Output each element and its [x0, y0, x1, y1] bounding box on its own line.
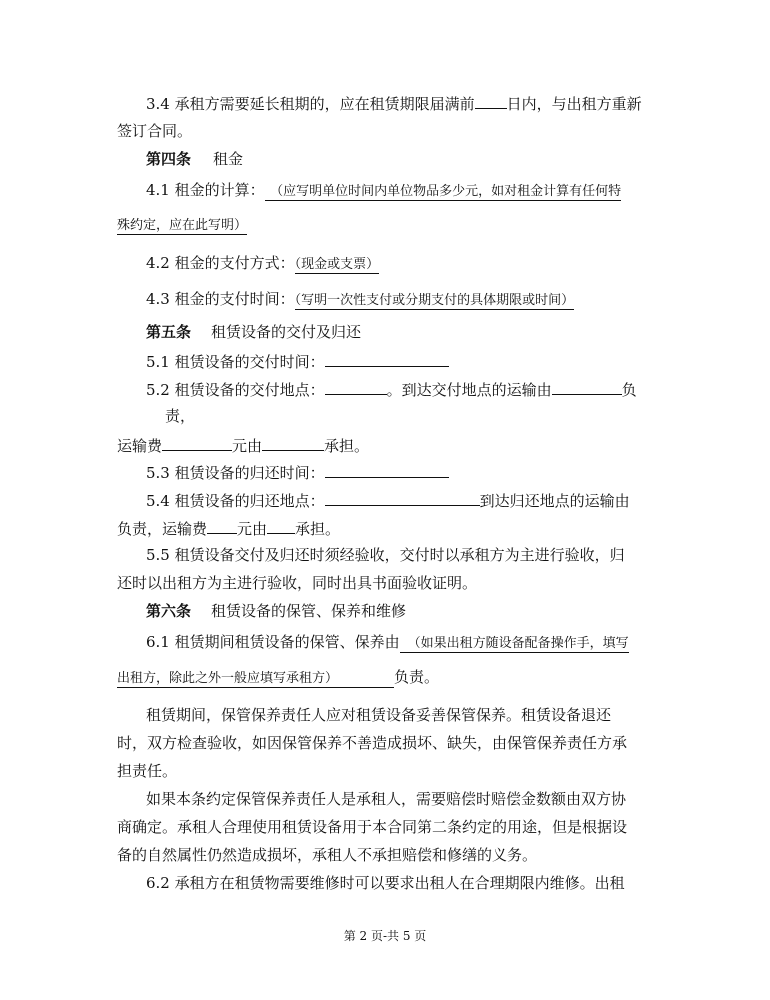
blank-field	[552, 378, 622, 395]
clause-5-5: 5.5 租赁设备交付及归还时须经验收，交付时以承租方为主进行验收，归	[146, 546, 625, 564]
clause-3-4	[146, 92, 642, 114]
clause-5-2-transport	[117, 434, 369, 456]
clause-5-4	[146, 489, 630, 511]
clause-4-2	[146, 253, 379, 275]
clause-text: 。到达交付地点的运输由	[386, 381, 552, 399]
blank-field	[325, 350, 449, 367]
article-number: 第四条	[146, 150, 192, 168]
paragraph-1-line-2: 时，双方检查验收，如因保管保养不善造成损坏、缺失，由保管保养责任方承	[117, 734, 628, 752]
clause-label: 4.3 租金的支付时间：	[146, 290, 295, 308]
paragraph-2-line-3: 备的自然属性仍然造成损坏，承租人不承担赔偿和修缮的义务。	[117, 846, 538, 864]
paragraph-1-line-3: 担责任。	[117, 762, 178, 780]
article-title: 租赁设备的交付及归还	[211, 323, 362, 341]
paragraph-2-line-1: 如果本条约定保管保养责任人是承租人，需要赔偿时赔偿金数额由双方协	[146, 790, 627, 808]
blank-field	[162, 434, 232, 451]
filled-field: （写明一次性支付或分期支付的具体期限或时间）	[294, 293, 575, 308]
clause-4-3	[146, 289, 574, 311]
filled-field: （应写明单位时间内单位物品多少元，如对租金计算有任何特	[265, 184, 622, 201]
article-number: 第五条	[146, 323, 192, 341]
clause-label: 5.1 租赁设备的交付时间：	[146, 353, 325, 371]
blank-field	[475, 92, 507, 109]
clause-4-1-cont	[117, 214, 247, 236]
clause-5-2	[146, 378, 637, 400]
blank-field	[325, 461, 449, 478]
blank-field	[207, 517, 237, 534]
article-4-heading	[146, 149, 243, 169]
clause-4-1	[146, 180, 621, 202]
article-number: 第六条	[146, 602, 192, 620]
blank-field	[325, 378, 387, 395]
blank-field	[262, 434, 324, 451]
clause-text: 负责。	[394, 668, 440, 686]
filled-field: （如果出租方随设备配备操作手，填写	[400, 636, 629, 653]
clause-5-5-cont: 还时以出租方为主进行验收，同时出具书面验收证明。	[117, 574, 478, 592]
article-title: 租赁设备的保管、保养和维修	[211, 602, 407, 620]
clause-5-4-cont	[117, 517, 340, 539]
clause-5-1	[146, 350, 449, 372]
clause-label: 6.1 租赁期间租赁设备的保管、保养由	[146, 633, 400, 651]
blank-field	[267, 517, 295, 534]
clause-label: 4.2 租金的支付方式：	[146, 254, 295, 272]
clause-3-4-cont: 签订合同。	[117, 122, 193, 140]
clause-label: 5.3 租赁设备的归还时间：	[146, 464, 325, 482]
clause-label: 5.4 租赁设备的归还地点：	[146, 492, 325, 510]
clause-text: 元由	[232, 437, 263, 455]
paragraph-2-line-2: 商确定。承租人合理使用租赁设备用于本合同第二条约定的用途，但是根据设	[117, 818, 628, 836]
paragraph-1-line-1: 租赁期间，保管保养责任人应对租赁设备妥善保管保养。租赁设备退还	[146, 706, 612, 724]
filled-field: （现金或支票）	[294, 257, 380, 272]
clause-5-2-cont: 责，	[165, 407, 196, 425]
clause-5-3	[146, 461, 449, 483]
clause-6-1	[146, 632, 629, 654]
clause-6-1-cont	[117, 667, 439, 689]
clause-text: 3.4 承租方需要延长租期的，应在租赁期限届满前	[146, 95, 475, 113]
clause-text: 日内，与出租方重新	[506, 95, 642, 113]
article-5-heading	[146, 322, 361, 342]
clause-text: 运输费	[117, 437, 163, 455]
clause-label: 4.1 租金的计算：	[146, 181, 265, 199]
clause-label: 5.2 租赁设备的交付地点：	[146, 381, 325, 399]
clause-text: 负责，运输费	[117, 520, 208, 538]
article-title: 租金	[213, 150, 244, 168]
clause-text: 元由	[237, 520, 268, 538]
filled-field: 出租方，除此之外一般应填写承租方）	[117, 671, 394, 688]
clause-text: 承担。	[295, 520, 341, 538]
clause-text: 到达归还地点的运输由	[479, 492, 630, 510]
clause-text: 负	[621, 381, 637, 399]
clause-6-2: 6.2 承租方在租赁物需要维修时可以要求出租人在合理期限内维修。出租	[146, 874, 625, 892]
page-footer: 第 2 页-共 5 页	[343, 929, 427, 943]
clause-text: 承担。	[324, 437, 370, 455]
filled-field: 殊约定，应在此写明）	[117, 218, 248, 233]
article-6-heading	[146, 601, 406, 621]
blank-field	[325, 489, 480, 506]
